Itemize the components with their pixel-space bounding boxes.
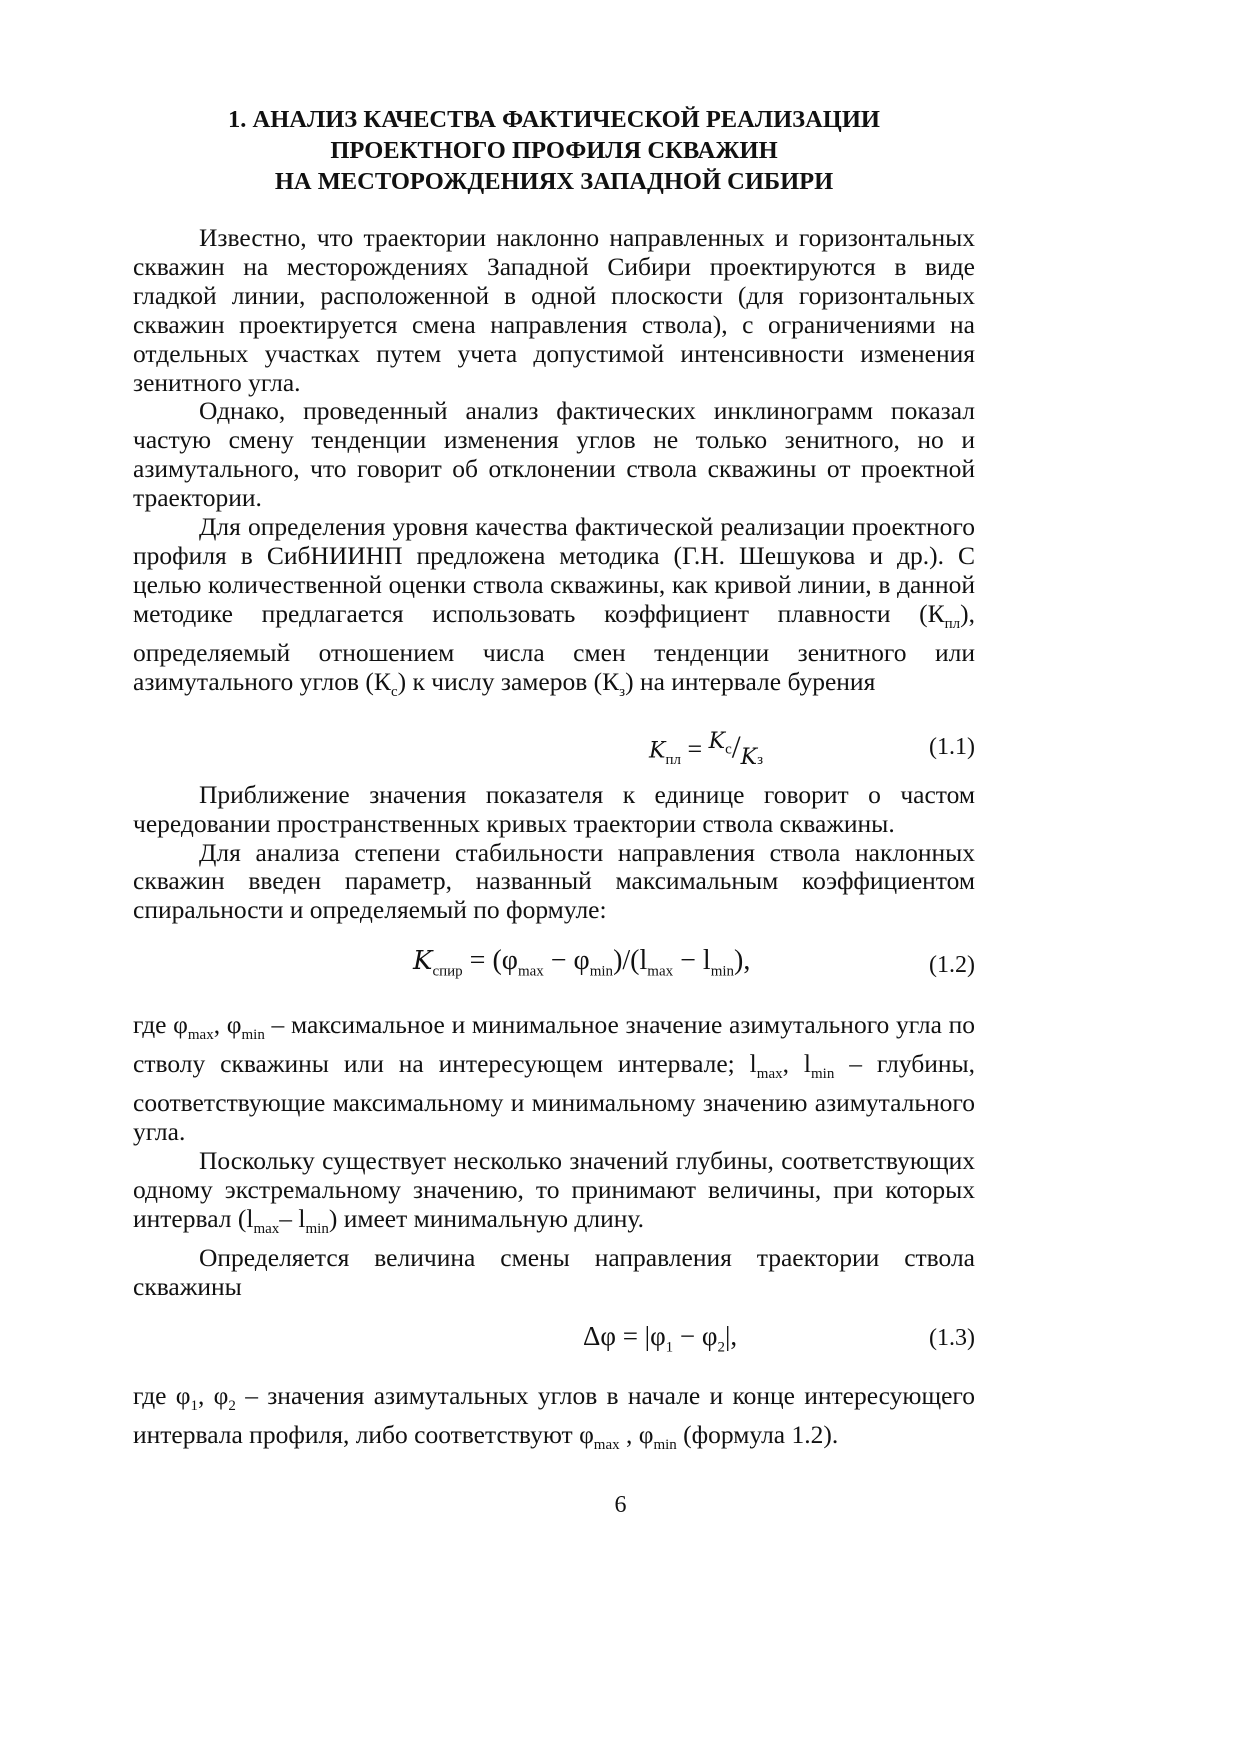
paragraph: Однако, проведенный анализ фактических инклинограмм показал частую смену тенденции изменения углов не только зенитного, но и азимутального, что говорит об отклонении ствола скважины от проектной траектории.	[133, 396, 975, 513]
equation-number: (1.2)	[929, 952, 975, 979]
page-number: 6	[614, 1492, 627, 1518]
paragraph: Для определения уровня качества фактической реализации проектного профиля в СибНИИНП предложена методика (Г.Н. Шешукова и др.). С целью количественной оценки ствола скважины, как кривой линии, в данной методике предлагается использовать коэффициент плавности $(К_{пл})$, определяемый отношением числа смен тенденции зенитного или азимутального углов $(К_с)$ к числу замеров $(К_з)$ на интервале бурения	[133, 512, 975, 700]
title-line: 1. АНАЛИЗ КАЧЕСТВА ФАКТИЧЕСКОЙ РЕАЛИЗАЦИИ	[228, 106, 880, 133]
title-line: НА МЕСТОРОЖДЕНИЯХ ЗАПАДНОЙ СИБИРИ	[274, 168, 834, 195]
paragraph: где $\varphi_1$, $\varphi_2$ – значения азимутальных углов в начале и конце интересующего интервала профиля, либо соответствуют $\varphi_{max}$ , $\varphi_{min}$ (формула 1.2).	[133, 1380, 975, 1453]
equation-1-1: $K_{пл} = ^{K_c}/_{Kз}$ (1.1)	[649, 728, 975, 770]
equation-number: (1.3)	[929, 1324, 975, 1351]
title-line: ПРОЕКТНОГО ПРОФИЛЯ СКВАЖИН	[330, 137, 778, 164]
paragraph: Известно, что траектории наклонно направленных и горизонтальных скважин на месторождениях Западной Сибири проектируются в виде гладкой линии, расположенной в одной плоскости (для горизонтальных скважин проектируется смена направления ствола), с ограничениями на отдельных участках путем учета допустимой интенсивности изменения зенитного угла.	[133, 223, 975, 397]
paragraph: где $\varphi_{max}$, $\varphi_{min}$ – максимальное и минимальное значение азимутального угла по стволу скважины или на интересующем интервале; $l_{max}$, $l_{min}$ – глубины, соответствующие максимальному и минимальному значению азимутального угла.	[133, 1010, 976, 1147]
paragraph: Поскольку существует несколько значений глубины, соответствующих одному экстремальному значению, то принимают величины, при которых интервал ($l_{max}-$ $l_{min}$) имеет минимальную длину.	[133, 1146, 975, 1237]
paragraph: Определяется величина смены направления траектории ствола скважины	[133, 1242, 975, 1301]
paragraph: Приближение значения показателя к единице говорит о частом чередовании пространственных кривых траектории ствола скважины.	[133, 779, 975, 838]
chapter-title	[133, 104, 975, 197]
equation-1-2: $K_{спир} = (\varphi_{max} - \varphi_{min})/(l_{max} - l_{min})$, (1.2)	[413, 945, 975, 980]
paragraph: Для анализа степени стабильности направления ствола наклонных скважин введен параметр, названный максимальным коэффициентом спиральности и определяемый по формуле:	[133, 837, 975, 925]
body-text	[133, 224, 975, 1460]
equation-number: (1.1)	[929, 733, 975, 760]
equation-1-3: $\Delta\varphi = |\varphi_1 - \varphi_2|$, (1.3)	[583, 1320, 975, 1356]
